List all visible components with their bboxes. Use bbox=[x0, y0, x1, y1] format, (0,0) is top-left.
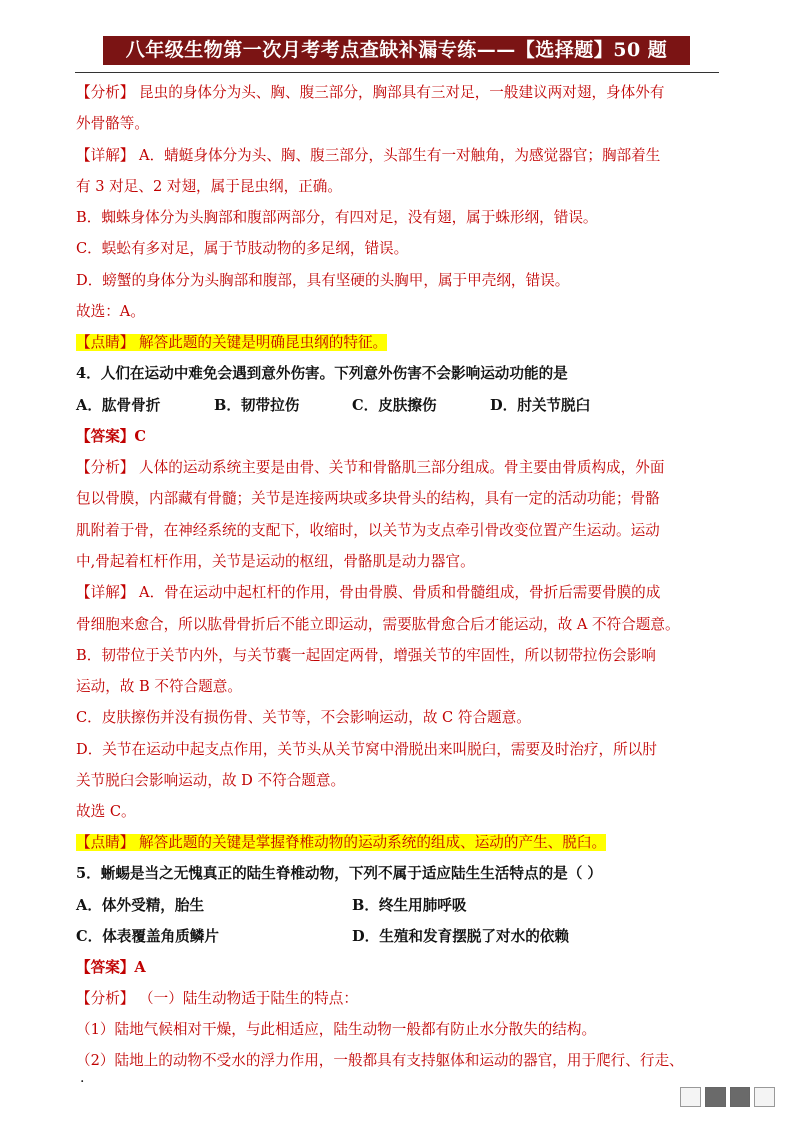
q5-options-row-1 bbox=[76, 890, 726, 921]
page-footer-marks bbox=[680, 1086, 775, 1108]
analysis-tag: 【分析】 bbox=[76, 84, 135, 101]
q5-option-d: D．生殖和发育摆脱了对水的依赖 bbox=[352, 928, 569, 945]
q4-detail-d-line-2: 关节脱臼会影响运动，故 D 不符合题意。 bbox=[76, 772, 346, 789]
detail-tag: 【详解】 bbox=[76, 147, 135, 164]
trailing-dot: · bbox=[80, 1074, 85, 1090]
q5-stem: 5．蜥蜴是当之无愧真正的陆生脊椎动物，下列不属于适应陆生生活特点的是（ ） bbox=[76, 865, 603, 882]
q4-detail-line-2: 骨细胞来愈合，所以肱骨骨折后不能立即运动，需要肱骨愈合后才能运动，故 A 不符合题意。 bbox=[76, 616, 680, 633]
q5-answer: A bbox=[134, 959, 146, 976]
q5-options-row-2 bbox=[76, 921, 726, 952]
q4-stem: 4．人们在运动中难免会遇到意外伤害。下列意外伤害不会影响运动功能的是 bbox=[76, 365, 568, 382]
q3-detail-line-2: 有 3 对足、2 对翅，属于昆虫纲，正确。 bbox=[76, 178, 342, 195]
q3-tip-line bbox=[76, 327, 726, 358]
q4-options bbox=[76, 390, 726, 421]
q3-detail-line-1 bbox=[76, 140, 726, 171]
footer-box-icon bbox=[705, 1087, 726, 1107]
q4-detail-b-line-2: 运动，故 B 不符合题意。 bbox=[76, 678, 242, 695]
q3-analysis-line-2: 外骨骼等。 bbox=[76, 115, 149, 132]
q4-analysis-line-4: 中,骨起着杠杆作用，关节是运动的枢纽，骨骼肌是动力器官。 bbox=[76, 553, 475, 570]
answer-tag: 【答案】 bbox=[76, 959, 135, 976]
header-divider bbox=[75, 72, 719, 73]
q5-analysis-line-3: （2）陆地上的动物不受水的浮力作用，一般都具有支持躯体和运动的器官，用于爬行、行走、 bbox=[76, 1052, 684, 1069]
tip-tag: 【点睛】 bbox=[76, 834, 135, 851]
q4-option-b: B．韧带拉伤 bbox=[214, 397, 300, 414]
answer-tag: 【答案】 bbox=[76, 428, 135, 445]
q4-choose: 故选 C。 bbox=[76, 803, 136, 820]
q3-detail-option-d: D．螃蟹的身体分为头胸部和腹部，具有坚硬的头胸甲，属于甲壳纲，错误。 bbox=[76, 272, 570, 289]
q3-choose: 故选：A。 bbox=[76, 303, 145, 320]
analysis-tag: 【分析】 bbox=[76, 459, 135, 476]
q3-analysis-line-1 bbox=[76, 77, 726, 108]
q4-detail-option-c: C．皮肤擦伤并没有损伤骨、关节等，不会影响运动，故 C 符合题意。 bbox=[76, 709, 531, 726]
q4-tip-highlight bbox=[76, 834, 606, 851]
q5-analysis-text-1: （一）陆生动物适于陆生的特点： bbox=[139, 990, 358, 1007]
q3-tip-text: 解答此题的关键是明确昆虫纲的特征。 bbox=[139, 334, 388, 351]
q4-detail-d-line-1: D．关节在运动中起支点作用，关节头从关节窝中滑脱出来叫脱臼，需要及时治疗，所以肘 bbox=[76, 741, 657, 758]
q3-detail-text-1: A．蜻蜓身体分为头、胸、腹三部分，头部生有一对触角，为感觉器官；胸部着生 bbox=[139, 147, 661, 164]
q5-option-b: B．终生用肺呼吸 bbox=[352, 897, 467, 914]
page-title: 八年级生物第一次月考考点查缺补漏专练——【选择题】50 题 bbox=[103, 36, 690, 65]
q4-analysis-line-3: 肌附着于骨，在神经系统的支配下，收缩时，以关节为支点牵引骨改变位置产生运动。运动 bbox=[76, 522, 660, 539]
q4-option-c: C．皮肤擦伤 bbox=[352, 397, 437, 414]
footer-box-icon bbox=[754, 1087, 775, 1107]
q4-answer-line bbox=[76, 421, 726, 452]
q3-analysis-text-1: 昆虫的身体分为头、胸、腹三部分，胸部具有三对足，一般建议两对翅，身体外有 bbox=[139, 84, 665, 101]
q4-detail-text-1: A．骨在运动中起杠杆的作用，骨由骨膜、骨质和骨髓组成，骨折后需要骨膜的成 bbox=[139, 584, 661, 601]
q5-option-a: A．体外受精，胎生 bbox=[76, 897, 205, 914]
analysis-tag: 【分析】 bbox=[76, 990, 135, 1007]
q4-tip-text: 解答此题的关键是掌握脊椎动物的运动系统的组成、运动的产生、脱臼。 bbox=[139, 834, 607, 851]
q4-analysis-text-1: 人体的运动系统主要是由骨、关节和骨骼肌三部分组成。骨主要由骨质构成，外面 bbox=[139, 459, 665, 476]
tip-tag: 【点睛】 bbox=[76, 334, 135, 351]
q4-option-a: A．肱骨骨折 bbox=[76, 397, 161, 414]
q4-detail-b-line-1: B．韧带位于关节内外，与关节囊一起固定两骨，增强关节的牢固性，所以韧带拉伤会影响 bbox=[76, 647, 656, 664]
q4-tip-line bbox=[76, 827, 726, 858]
footer-box-icon bbox=[680, 1087, 701, 1107]
q4-option-d: D．肘关节脱臼 bbox=[490, 397, 591, 414]
q3-detail-option-b: B．蜘蛛身体分为头胸部和腹部两部分，有四对足，没有翅，属于蛛形纲，错误。 bbox=[76, 209, 598, 226]
q5-analysis-line-2: （1）陆地气候相对干燥，与此相适应，陆生动物一般都有防止水分散失的结构。 bbox=[76, 1021, 597, 1038]
q4-analysis-line-1 bbox=[76, 452, 726, 483]
q5-option-c: C．体表覆盖角质鳞片 bbox=[76, 928, 219, 945]
q4-answer: C bbox=[134, 428, 147, 445]
q3-detail-option-c: C．蜈蚣有多对足，属于节肢动物的多足纲，错误。 bbox=[76, 240, 409, 257]
q5-analysis-line-1 bbox=[76, 983, 726, 1014]
q4-detail-line-1 bbox=[76, 577, 726, 608]
q5-answer-line bbox=[76, 952, 726, 983]
footer-box-icon bbox=[730, 1087, 751, 1107]
q4-analysis-line-2: 包以骨膜，内部藏有骨髓；关节是连接两块或多块骨头的结构，具有一定的活动功能；骨骼 bbox=[76, 490, 660, 507]
q3-tip-highlight bbox=[76, 334, 387, 351]
detail-tag: 【详解】 bbox=[76, 584, 135, 601]
